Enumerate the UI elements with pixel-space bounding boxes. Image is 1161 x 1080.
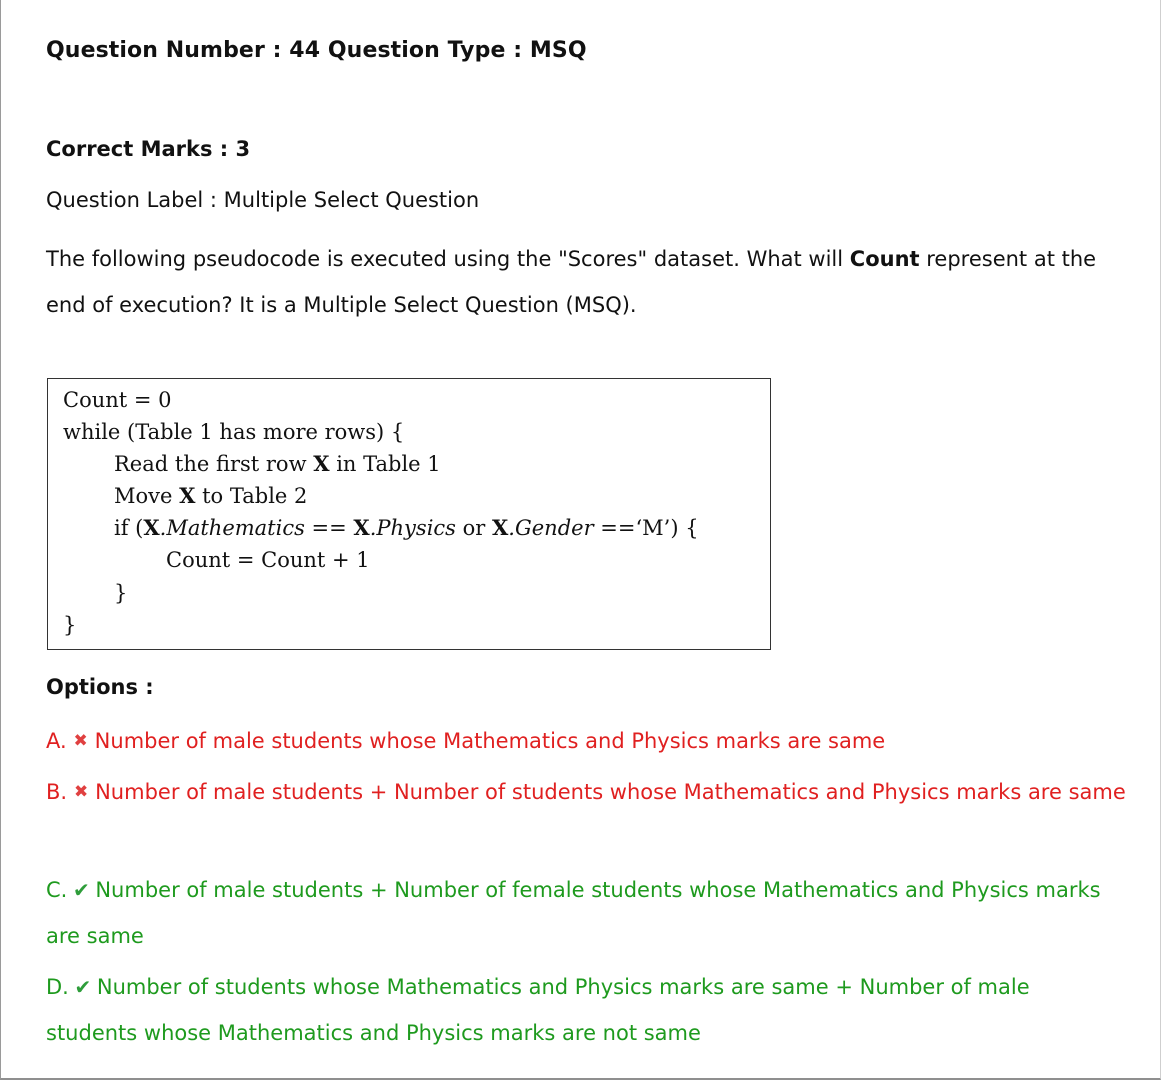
option-a-letter: A. bbox=[46, 729, 67, 753]
code-line-2: while (Table 1 has more rows) { bbox=[63, 420, 405, 444]
option-c-letter: C. bbox=[46, 878, 68, 902]
correct-marks: Correct Marks : 3 bbox=[46, 137, 251, 161]
option-b-text: Number of male students + Number of students whose Mathematics and Physics marks are same bbox=[95, 780, 1126, 804]
code-line-6: Count = Count + 1 bbox=[166, 548, 370, 572]
question-bold-term: Count bbox=[849, 247, 920, 271]
code-line-4: Move X to Table 2 bbox=[114, 483, 308, 508]
option-d bbox=[46, 964, 1126, 1056]
option-a-text: Number of male students whose Mathematics and Physics marks are same bbox=[94, 729, 886, 753]
question-heading: Question Number : 44 Question Type : MSQ bbox=[46, 38, 587, 63]
option-c bbox=[46, 867, 1126, 959]
code-line-3: Read the first row X in Table 1 bbox=[114, 451, 441, 476]
code-line-1: Count = 0 bbox=[63, 388, 172, 412]
pseudocode-box bbox=[47, 378, 771, 650]
option-d-text: Number of students whose Mathematics and Physics marks are same + Number of male students whose Mathematics and Physics marks are not same bbox=[46, 975, 1030, 1045]
question-text: The following pseudocode is executed using the "Scores" dataset. What will Count represent at the end of execution? It is a Multiple Select Question (MSQ). bbox=[46, 247, 1097, 317]
option-a bbox=[46, 718, 1126, 764]
question-label: Question Label : Multiple Select Question bbox=[46, 188, 480, 212]
code-line-7: } bbox=[114, 581, 128, 605]
option-c-text: Number of male students + Number of female students whose Mathematics and Physics marks are same bbox=[46, 878, 1101, 948]
cross-icon: ✖ bbox=[73, 782, 89, 802]
code-line-5: if (X.Mathematics == X.Physics or X.Gender ==‘M’) { bbox=[114, 515, 699, 540]
option-d-letter: D. bbox=[46, 975, 69, 999]
check-icon: ✔ bbox=[72, 878, 90, 902]
check-icon: ✔ bbox=[74, 975, 92, 999]
option-b bbox=[46, 769, 1126, 815]
code-line-8: } bbox=[63, 613, 77, 637]
cross-icon: ✖ bbox=[73, 731, 88, 751]
option-b-letter: B. bbox=[46, 780, 68, 804]
options-title: Options : bbox=[46, 675, 154, 699]
